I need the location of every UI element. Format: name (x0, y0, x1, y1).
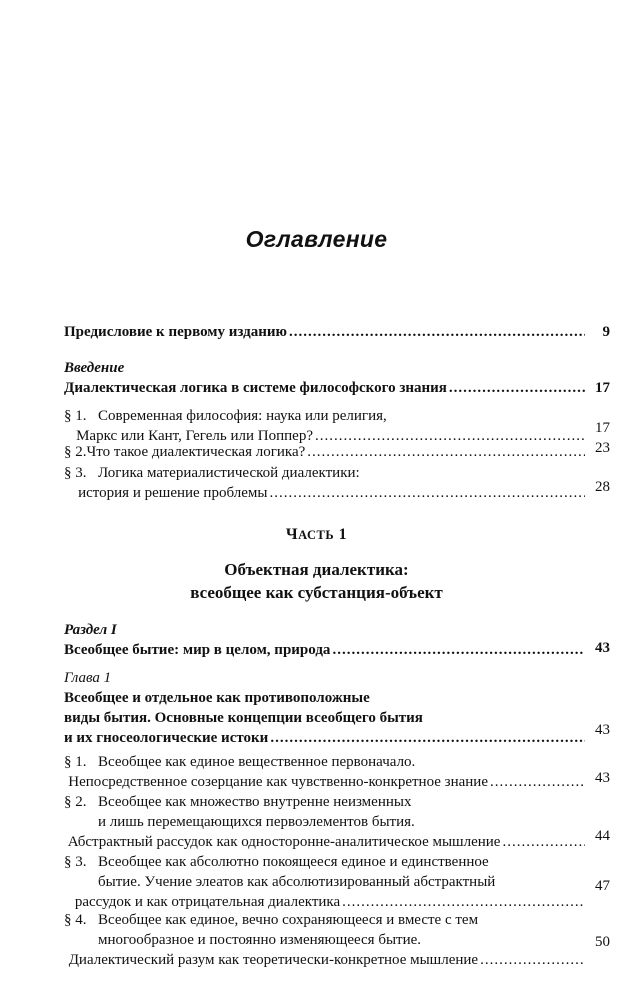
dot-leader (332, 640, 585, 660)
page-number: 28 (595, 479, 610, 495)
item-line: Всеобщее как абсолютно покоящееся единое и единственное (98, 854, 489, 870)
section-heading: Всеобщее бытие: мир в целом, природа (64, 642, 331, 658)
section-number: § 3. (64, 854, 87, 870)
dot-leader (270, 728, 585, 748)
toc-item-chapter-1-4[interactable] (64, 910, 610, 970)
item-line: Маркс или Кант, Гегель или Поппер? (76, 428, 313, 444)
item-line: многообразное и постоянно изменяющееся бытие. (98, 932, 422, 948)
intro-heading: Диалектическая логика в системе философского знания (64, 380, 447, 396)
dot-leader (269, 483, 585, 503)
page-number: 47 (595, 878, 610, 894)
chapter-heading-line: Всеобщее и отдельное как противоположные (64, 690, 370, 706)
item-line: Всеобщее как единое, вечно сохраняющееся и вместе с тем (98, 912, 479, 928)
page-number: 44 (595, 828, 610, 844)
item-line: бытие. Учение элеатов как абсолютизированный абстрактный (98, 874, 496, 890)
dot-leader (480, 950, 585, 970)
dot-leader (449, 378, 585, 398)
item-line: Диалектический разум как теоретически-конкретное мышление (68, 952, 479, 968)
page-number: 23 (595, 440, 610, 456)
entry-text: Предисловие к первому изданию (64, 324, 288, 340)
page-number: 43 (595, 770, 610, 786)
item-line: и лишь перемещающихся первоэлементов бытия. (98, 814, 415, 830)
section-number: § 3. (64, 465, 87, 481)
item-line: Абстрактный рассудок как односторонне-аналитическое мышление (67, 834, 501, 850)
page-title: Оглавление (245, 226, 388, 252)
dot-leader (490, 772, 585, 792)
toc-item-intro-2[interactable] (64, 440, 610, 462)
item-line: Современная философия: наука или религия, (98, 408, 387, 424)
item-line: история и решение проблемы (78, 485, 268, 501)
toc-item-chapter-1-1[interactable] (64, 752, 610, 792)
toc-item-chapter-1-2[interactable] (64, 792, 610, 852)
section-label: Раздел I (64, 622, 117, 638)
toc-entry-intro[interactable] (64, 358, 610, 398)
section-number: § 1. (64, 754, 87, 770)
section-number: § 2. (64, 794, 87, 810)
page-number: 17 (595, 380, 610, 396)
intro-label: Введение (64, 360, 125, 376)
chapter-heading-line: и их гносеологические истоки (64, 730, 269, 746)
dot-leader (289, 322, 585, 342)
section-number: § 1. (64, 408, 87, 424)
dot-leader (502, 832, 585, 852)
item-line: Непосредственное созерцание как чувственно-конкретное знание (68, 774, 488, 790)
toc-entry-section-1[interactable] (64, 620, 610, 660)
item-line: Всеобщее как единое вещественное первоначало. (98, 754, 416, 770)
item-line: рассудок и как отрицательная диалектика (74, 894, 341, 910)
toc-item-intro-3[interactable] (64, 463, 610, 503)
item-line: Всеобщее как множество внутренне неизменных (98, 794, 412, 810)
part-label: ЧАСТЬ 1 (285, 526, 348, 543)
toc-entry-chapter-1[interactable] (64, 668, 610, 748)
item-line: Логика материалистической диалектики: (98, 465, 360, 481)
page-number: 43 (595, 722, 610, 738)
page-number: 9 (602, 324, 610, 340)
toc-entry-preface[interactable] (64, 322, 610, 342)
part-title-line-2: всеобщее как субстанция-объект (190, 583, 443, 602)
item-line: Что такое диалектическая логика? (86, 444, 306, 460)
page-number: 50 (595, 934, 610, 950)
chapter-label: Глава 1 (64, 670, 112, 686)
dot-leader (342, 892, 585, 912)
dot-leader (307, 442, 585, 462)
toc-item-intro-1[interactable] (64, 406, 610, 446)
section-number: § 4. (64, 912, 87, 928)
chapter-heading-line: виды бытия. Основные концепции всеобщего бытия (64, 710, 423, 726)
section-number: § 2. (64, 444, 87, 460)
toc-item-chapter-1-3[interactable] (64, 852, 610, 912)
page-number: 17 (595, 420, 610, 436)
part-title-line-1: Объектная диалектика: (224, 560, 409, 579)
page-number: 43 (595, 640, 610, 656)
